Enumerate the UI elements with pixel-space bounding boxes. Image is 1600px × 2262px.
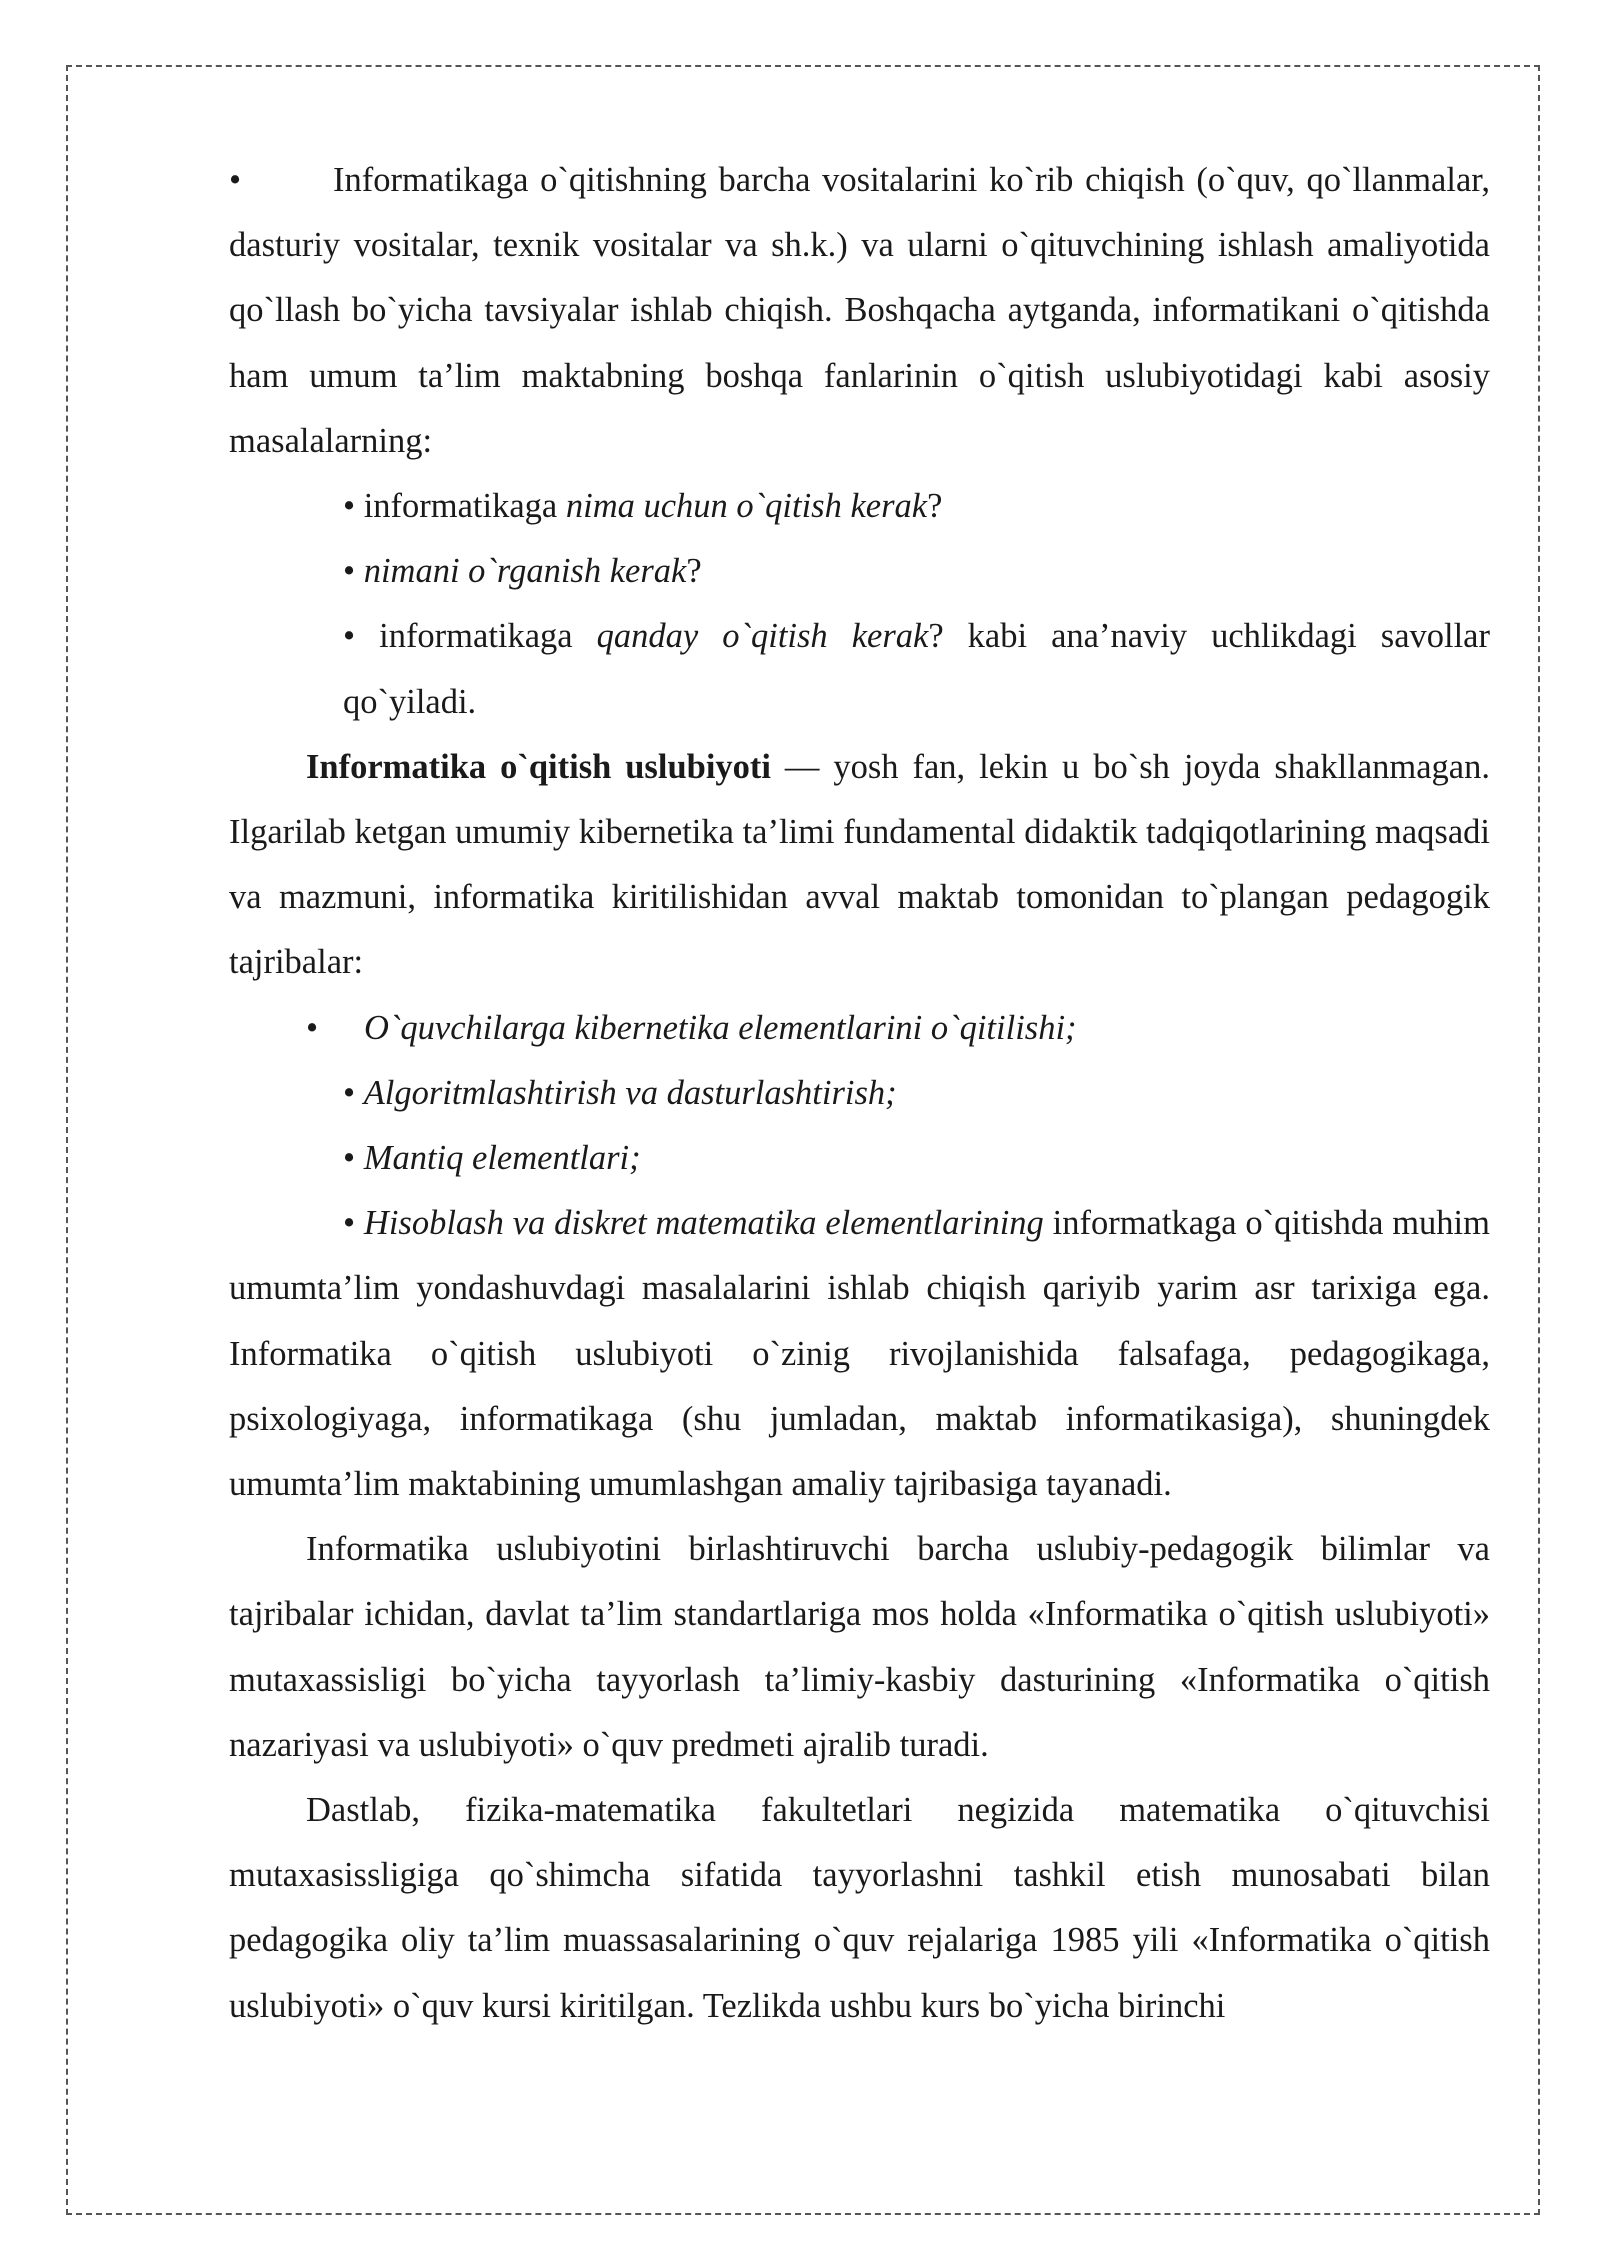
question-post: ? kabi ana’naviy uchlikdagi savollar qo`yiladi. [343, 617, 1490, 721]
term-bold: Informatika o`qitish uslubiyoti [306, 747, 771, 786]
question-italic: qanday o`qitish kerak [596, 617, 929, 656]
bullet: • [343, 617, 380, 656]
question-item [229, 474, 1490, 539]
question-pre: informatikaga [379, 617, 597, 656]
paragraph-tools [229, 148, 1490, 474]
topic-item [229, 996, 1490, 1061]
bullet: • [306, 1008, 319, 1047]
paragraph-text: Informatikaga o`qitishning barcha vositalarini ko`rib chiqish (o`quv, qo`llanmalar, dasturiy vositalar, texnik vositalar va sh.k.) va ularni o`qituvchining ishlash amaliyotida qo`llash bo`yicha tavsiyalar ishlab chiqish. Boshqacha aytganda, informatikani o`qitishda ham umum ta’lim maktabning boshqa fanlarinin o`qitish uslubiyotidagi kabi asosiy masalalarning: [229, 161, 1490, 460]
topic-italic: Mantiq elementlari; [363, 1139, 641, 1178]
topic-italic: Hisoblash va diskret matematika elementlarining [363, 1204, 1044, 1243]
paragraph-subject: Informatika uslubiyotini birlashtiruvchi barcha uslubiy-pedagogik bilimlar va tajribalar ichidan, davlat ta’lim standartlariga mos holda «Informatika o`qitish uslubiyoti» mutaxassisligi bo`yicha tayyorlash ta’limiy-kasbiy dasturining «Informatika o`qitish nazariyasi va uslubiyoti» o`quv predmeti ajralib turadi. [229, 1530, 1490, 1764]
bullet: • [229, 161, 242, 199]
paragraph-history [229, 1191, 1490, 1517]
topic-italic: Algoritmlashtirish va dasturlashtirish; [363, 1073, 897, 1112]
question-italic: nima uchun o`qitish kerak [565, 487, 928, 526]
topic-italic: O`quvchilarga kibernetika elementlarini o`qitilishi; [364, 1008, 1077, 1047]
topic-item [229, 1126, 1490, 1191]
bullet: • [343, 1139, 364, 1178]
question-pre: informatikaga [363, 487, 566, 526]
paragraph-course: Dastlab, fizika-matematika fakultetlari negizida matematika o`qituvchisi mutaxasissligiga qo`shimcha sifatida tayyorlashni tashkil etish munosabati bilan pedagogika oliy ta’lim muassasalarining o`quv rejalariga 1985 yili «Informatika o`qitish uslubiyoti» o`quv kursi kiritilgan. Tezlikda ushbu kurs bo`yicha birinchi [229, 1791, 1490, 2025]
bullet: • [343, 487, 364, 526]
question-post: ? [686, 552, 702, 591]
question-item [229, 539, 1490, 604]
topic-item [229, 1061, 1490, 1126]
document-body [229, 148, 1490, 2039]
question-post: ? [927, 487, 943, 526]
paragraph-definition [229, 735, 1490, 996]
bullet: • [343, 1073, 364, 1112]
bullet: • [343, 552, 364, 591]
question-item [229, 604, 1490, 734]
bullet: • [343, 1204, 364, 1243]
paragraph-text: — yosh fan, lekin u bo`sh joyda shakllanmagan. Ilgarilab ketgan umumiy kibernetika ta’limi fundamental didaktik tadqiqotlarining maqsadi va mazmuni, informatika kiritilishidan avval maktab tomonidan to`plangan pedagogik tajribalar: [229, 747, 1490, 982]
question-italic: nimani o`rganish kerak [363, 552, 687, 591]
paragraph-text: informatkaga o`qitishda muhim umumta’lim yondashuvdagi masalalarini ishlab chiqish qariyib yarim asr tarixiga ega. Informatika o`qitish uslubiyoti o`zinig rivojlanishida falsafaga, pedagogikaga, psixologiyaga, informatikaga (shu jumladan, maktab informatikasiga), shuningdek umumta’lim maktabining umumlashgan amaliy tajribasiga tayanadi. [229, 1204, 1490, 1504]
